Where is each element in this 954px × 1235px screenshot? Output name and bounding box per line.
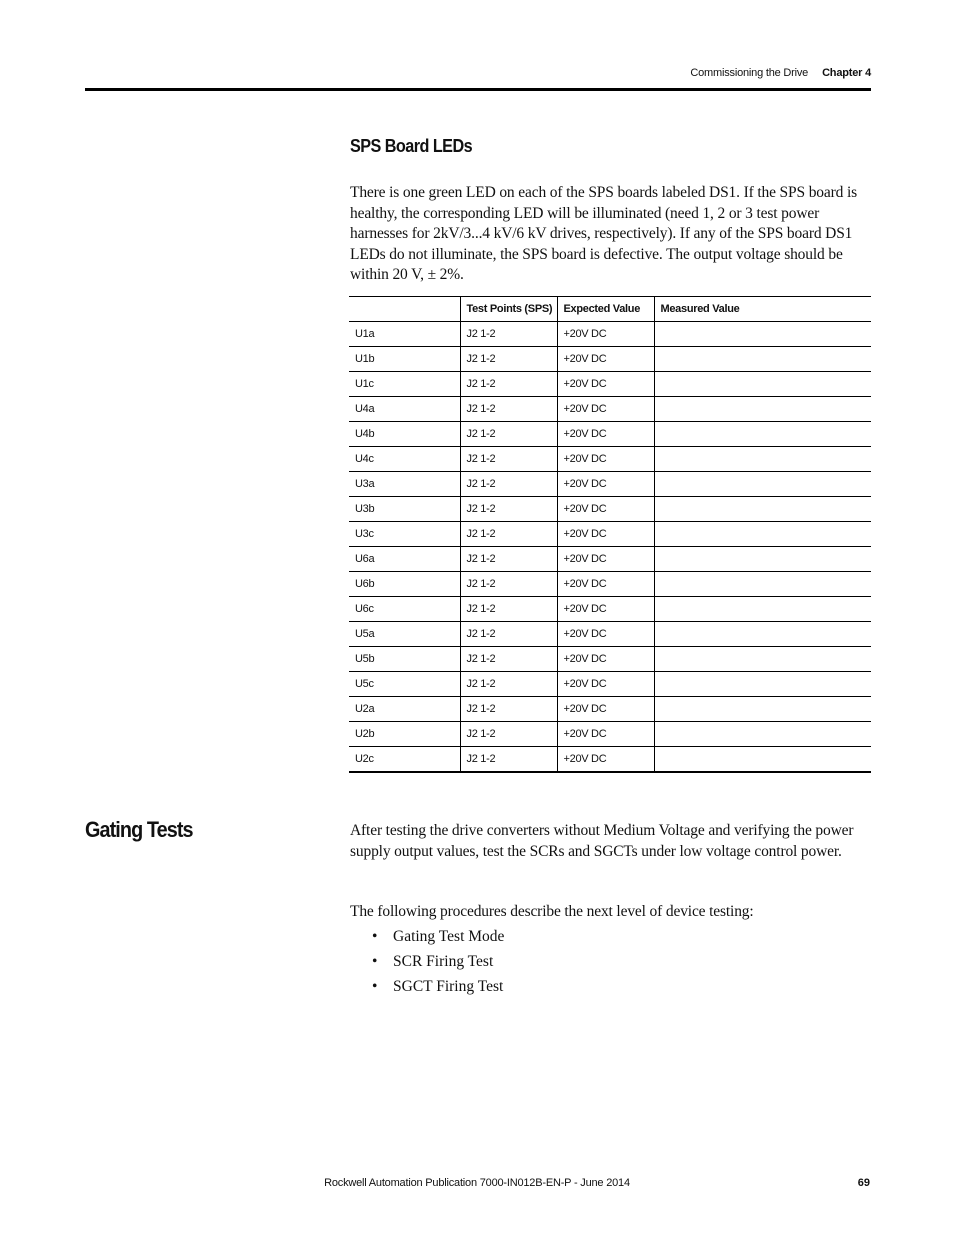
table-row <box>349 522 871 547</box>
table-cell: U5b <box>349 647 460 672</box>
sps-description-paragraph: There is one green LED on each of the SPS boards labeled DS1. If the SPS board is healthy, the corresponding LED will be illuminated (need 1, 2 or 3 test power harnesses for 2kV/3...4 kV/6 kV drives, respectively). If any of the SPS board DS1 LEDs do not illuminate, the SPS board is defective. The output voltage should be within 20 V, ± 2%. <box>350 184 857 283</box>
table-cell: +20V DC <box>557 447 654 472</box>
table-row <box>349 397 871 422</box>
table-cell: J2 1-2 <box>460 397 557 422</box>
table-cell: U5a <box>349 622 460 647</box>
footer-publication: Rockwell Automation Publication 7000-IN012B-EN-P - June 2014 <box>324 1177 630 1189</box>
table-row <box>349 597 871 622</box>
table-cell: U1a <box>349 322 460 347</box>
table-cell <box>654 322 871 347</box>
table-cell: J2 1-2 <box>460 597 557 622</box>
table-cell: J2 1-2 <box>460 522 557 547</box>
table-cell: +20V DC <box>557 497 654 522</box>
table-cell: U6b <box>349 572 460 597</box>
table-cell <box>654 722 871 747</box>
page-number: 69 <box>857 1177 870 1189</box>
table-cell: U4b <box>349 422 460 447</box>
table-cell: J2 1-2 <box>460 472 557 497</box>
table-cell: J2 1-2 <box>460 547 557 572</box>
table-cell: U4a <box>349 397 460 422</box>
table-header-cell: Test Points (SPS) <box>460 297 557 322</box>
table-row <box>349 722 871 747</box>
table-cell: U1c <box>349 372 460 397</box>
table-cell: U3a <box>349 472 460 497</box>
table-cell: U5c <box>349 672 460 697</box>
table-cell: J2 1-2 <box>460 422 557 447</box>
table-cell: +20V DC <box>557 522 654 547</box>
table-row <box>349 647 871 672</box>
running-header <box>690 67 871 79</box>
table-cell: +20V DC <box>557 322 654 347</box>
table-cell: U4c <box>349 447 460 472</box>
table-cell: J2 1-2 <box>460 572 557 597</box>
table-cell: +20V DC <box>557 747 654 773</box>
table-header-row <box>349 297 871 322</box>
table-cell: +20V DC <box>557 672 654 697</box>
table-cell: +20V DC <box>557 647 654 672</box>
gating-intro-paragraph: After testing the drive converters without Medium Voltage and verifying the power supply output values, test the SCRs and SGCTs under low voltage control power. <box>350 822 854 860</box>
table-cell <box>654 422 871 447</box>
gating-tests-heading: Gating Tests <box>85 817 193 842</box>
table-cell: U2c <box>349 747 460 773</box>
table-row <box>349 447 871 472</box>
table-row <box>349 372 871 397</box>
table-cell: U6a <box>349 547 460 572</box>
table-cell <box>654 472 871 497</box>
table-cell: +20V DC <box>557 347 654 372</box>
sps-board-leds-heading: SPS Board LEDs <box>350 136 473 156</box>
table-cell <box>654 572 871 597</box>
table-cell: +20V DC <box>557 422 654 447</box>
table-row <box>349 747 871 773</box>
table-row <box>349 497 871 522</box>
table-row <box>349 622 871 647</box>
table-cell: J2 1-2 <box>460 447 557 472</box>
table-cell: J2 1-2 <box>460 647 557 672</box>
procedure-list <box>372 926 504 1001</box>
table-cell: J2 1-2 <box>460 672 557 697</box>
table-cell: U6c <box>349 597 460 622</box>
table-row <box>349 672 871 697</box>
table-cell <box>654 397 871 422</box>
table-cell <box>654 522 871 547</box>
table-cell <box>654 747 871 773</box>
table-cell <box>654 372 871 397</box>
header-section-title: Commissioning the Drive <box>690 67 809 79</box>
table-cell: J2 1-2 <box>460 622 557 647</box>
list-item: • SCR Firing Test <box>372 951 504 976</box>
table-row <box>349 422 871 447</box>
table-cell: +20V DC <box>557 572 654 597</box>
table-cell: U2a <box>349 697 460 722</box>
table-cell: J2 1-2 <box>460 697 557 722</box>
sps-test-table <box>349 296 871 773</box>
table-cell: J2 1-2 <box>460 322 557 347</box>
table-cell: U2b <box>349 722 460 747</box>
table-cell: J2 1-2 <box>460 497 557 522</box>
list-item: • Gating Test Mode <box>372 926 504 951</box>
table-cell: J2 1-2 <box>460 747 557 773</box>
table-header-cell: Expected Value <box>557 297 654 322</box>
table-cell: +20V DC <box>557 622 654 647</box>
table-cell <box>654 447 871 472</box>
table-cell <box>654 622 871 647</box>
table-cell: +20V DC <box>557 697 654 722</box>
table-row <box>349 572 871 597</box>
table-row <box>349 697 871 722</box>
table-cell: +20V DC <box>557 597 654 622</box>
table-cell: U3b <box>349 497 460 522</box>
header-chapter-label: Chapter 4 <box>822 67 871 79</box>
table-cell: +20V DC <box>557 397 654 422</box>
table-row <box>349 472 871 497</box>
table-cell <box>654 697 871 722</box>
table-row <box>349 322 871 347</box>
list-item: • SGCT Firing Test <box>372 976 504 1001</box>
table-cell <box>654 672 871 697</box>
table-header-cell: Measured Value <box>654 297 871 322</box>
table-cell <box>654 347 871 372</box>
table-cell: U3c <box>349 522 460 547</box>
table-cell: U1b <box>349 347 460 372</box>
table-cell: +20V DC <box>557 722 654 747</box>
table-cell: +20V DC <box>557 472 654 497</box>
table-cell <box>654 597 871 622</box>
table-cell: +20V DC <box>557 547 654 572</box>
table-cell <box>654 497 871 522</box>
table-cell: J2 1-2 <box>460 372 557 397</box>
table-row <box>349 547 871 572</box>
table-body <box>349 322 871 773</box>
table-cell <box>654 647 871 672</box>
table-cell <box>654 547 871 572</box>
table-row <box>349 347 871 372</box>
gating-procedures-paragraph: The following procedures describe the next level of device testing: <box>350 903 754 920</box>
table-cell: +20V DC <box>557 372 654 397</box>
header-rule <box>85 88 871 91</box>
table-header-cell <box>349 297 460 322</box>
table-cell: J2 1-2 <box>460 722 557 747</box>
table-cell: J2 1-2 <box>460 347 557 372</box>
